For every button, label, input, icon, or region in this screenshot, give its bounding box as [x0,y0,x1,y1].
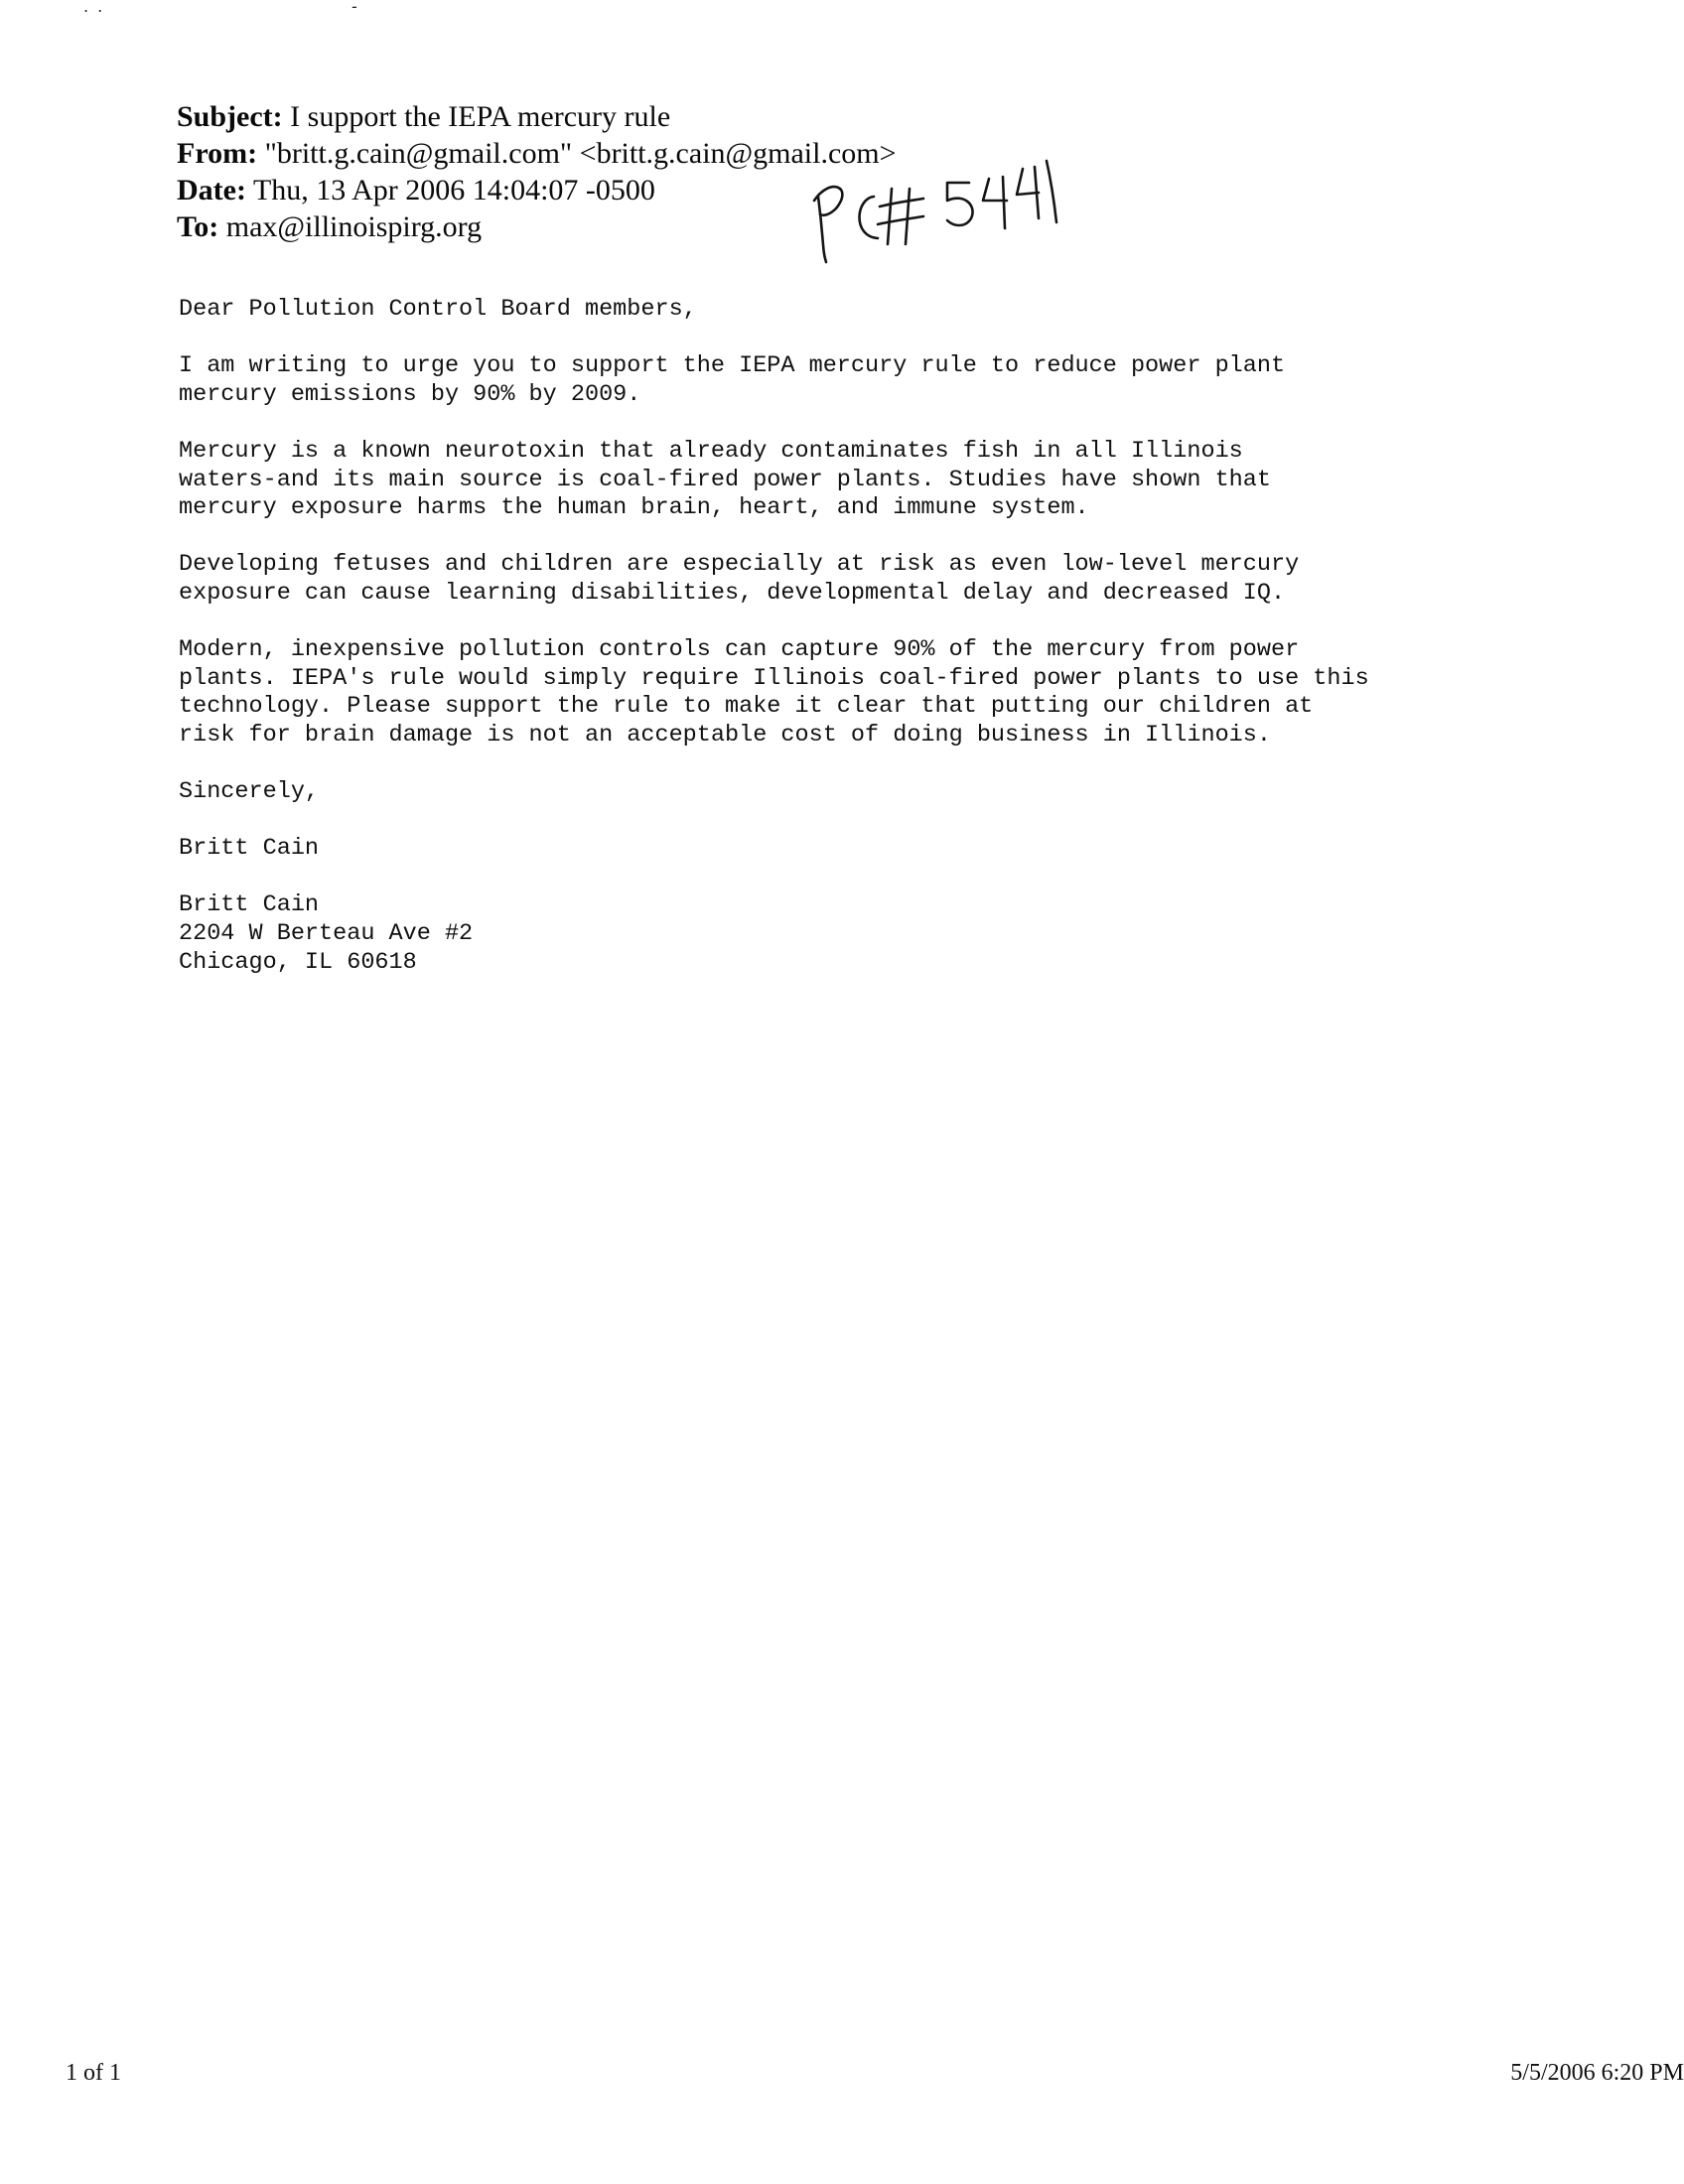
body-paragraph: Developing fetuses and children are especially at risk as even low-level mercury exposure can cause learning disabilities, developmental delay and decreased IQ. [179,551,1300,607]
subject-value: I support the IEPA mercury rule [290,100,671,133]
signature-name: Britt Cain [179,835,320,863]
body-paragraph: Modern, inexpensive pollution controls can capture 90% of the mercury from power plants. IEPA's rule would simply require Illinois coal-fired power plants to use this technology. Please support the rule to make it clear that putting our children at risk for brain damage is not an acceptable cost of doing business in Illinois. [179,636,1369,749]
subject-label: Subject: [177,100,283,133]
body-paragraph: Mercury is a known neurotoxin that already contaminates fish in all Illinois waters-and its main source is coal-fired power plants. Studies have shown that mercury exposure harms the human brain, heart, and immune system. [179,437,1271,522]
greeting: Dear Pollution Control Board members, [179,296,697,323]
print-timestamp: 5/5/2006 6:20 PM [1510,2060,1684,2086]
from-value: "britt.g.cain@gmail.com" <britt.g.cain@gmail.com> [264,137,897,170]
address-city: Chicago, IL 60618 [179,948,417,976]
address-name: Britt Cain [179,891,320,919]
page-number: 1 of 1 [66,2060,121,2086]
to-label: To: [177,210,219,243]
closing: Sincerely, [179,778,320,806]
date-label: Date: [177,174,246,206]
email-body [179,296,1589,1006]
date-value: Thu, 13 Apr 2006 14:04:07 -0500 [252,174,655,206]
address-street: 2204 W Berteau Ave #2 [179,920,474,948]
from-label: From: [177,137,258,170]
from-row [177,135,897,172]
scan-artifact-marks: . . - [83,0,359,16]
subject-row [177,98,897,135]
handwritten-pc-number-stamp [800,139,1058,268]
email-header [177,98,897,245]
to-value: max@illinoispirg.org [225,210,483,243]
sender-address [179,891,1589,977]
date-row [177,172,897,208]
to-row [177,208,897,245]
body-paragraph: I am writing to urge you to support the IEPA mercury rule to reduce power plant mercury emissions by 90% by 2009. [179,352,1286,408]
